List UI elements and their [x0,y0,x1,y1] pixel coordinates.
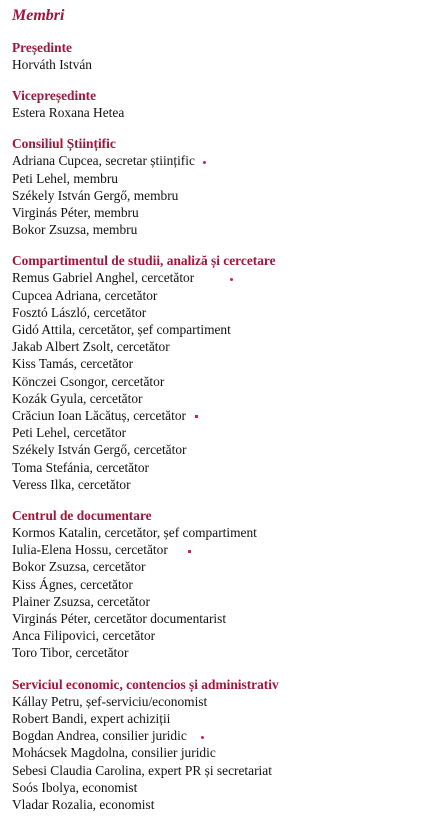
member-item: Bokor Zsuzsa, cercetător [12,559,146,575]
member-item [12,269,432,286]
member-item: Kiss Ágnes, cercetător [12,576,133,592]
section-documentation-center [12,508,432,662]
member-item: Kiss Tamás, cercetător [12,356,134,372]
member-item: Vladar Rozalia, economist [12,796,155,812]
member-item: Kozák Gyula, cercetător [12,390,143,406]
member-item: Cupcea Adriana, cercetător [12,287,158,303]
member-item: Könczei Csongor, cercetător [12,373,165,389]
section-president [12,40,432,73]
member-text: Adriana Cupcea, secretar științific [12,153,195,169]
section-scientific-council [12,136,432,238]
member-item: Kormos Katalin, cercetător, șef compartiment [12,525,257,541]
member-item: Mohácsek Magdolna, consilier juridic [12,745,216,761]
member-item [12,727,432,744]
member-item: Jakab Albert Zsolt, cercetător [12,339,170,355]
member-item: Gidó Attila, cercetător, șef compartiment [12,322,231,338]
bullet-marker-icon [188,550,191,553]
member-item: Virginás Péter, cercetător documentarist [12,611,227,627]
member-item: Toro Tibor, cercetător [12,645,129,661]
section-heading: Vicepreședinte [12,88,97,104]
member-item: Estera Roxana Hetea [12,105,125,121]
member-item: Sebesi Claudia Carolina, expert PR și secretariat [12,762,272,778]
member-item: Plainer Zsuzsa, cercetător [12,593,150,609]
member-item: Székely István Gergő, membru [12,187,179,203]
section-vice-president [12,88,432,121]
member-item: Robert Bandi, expert achiziții [12,710,171,726]
member-text: Remus Gabriel Anghel, cercetător [12,270,195,286]
section-heading: Președinte [12,40,72,55]
bullet-marker-icon [195,415,198,418]
member-item: Peti Lehel, cercetător [12,425,127,441]
member-text: Iulia-Elena Hossu, cercetător [12,542,168,558]
bullet-marker-icon [201,736,204,739]
bullet-marker-icon [203,161,206,164]
page-title: Membri [12,7,65,24]
member-item: Anca Filipovici, cercetător [12,628,156,644]
section-heading: Compartimentul de studii, analiză și cercetare [12,253,276,269]
member-item: Virginás Péter, membru [12,205,139,221]
members-page [12,6,432,828]
member-text: Crăciun Ioan Lăcătuș, cercetător [12,408,186,424]
member-item: Peti Lehel, membru [12,170,118,186]
bullet-marker-icon [230,278,233,281]
member-text: Bogdan Andrea, consilier juridic [12,728,187,744]
section-heading: Centrul de documentare [12,508,152,524]
member-item: Székely István Gergő, cercetător [12,442,187,458]
member-item [12,152,432,169]
section-economic-service [12,677,432,813]
member-item: Toma Stefánia, cercetător [12,459,149,475]
section-research-department [12,253,432,493]
member-item: Horváth István [12,57,92,72]
section-heading: Consiliul Științific [12,136,116,152]
section-heading: Serviciul economic, contencios și administrativ [12,676,279,692]
member-item: Veress Ilka, cercetător [12,476,131,492]
member-item: Bokor Zsuzsa, membru [12,222,138,238]
member-item: Fosztó László, cercetător [12,304,147,320]
member-item: Soós Ibolya, economist [12,779,138,795]
member-item: Kállay Petru, șef-serviciu/economist [12,693,208,709]
member-item [12,541,432,558]
member-item [12,407,432,424]
